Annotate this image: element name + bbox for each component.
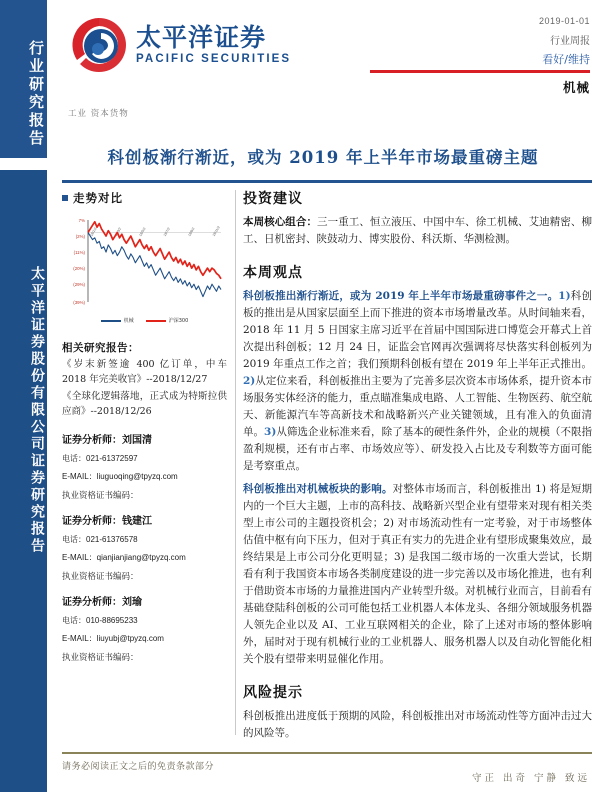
view-body-1c: 从筛选企业标准来看，除了基本的硬性条件外，企业的规模（不限指盈利规模，还有市占率、市场效应等）、研发投入占比及专利数等方面可能是考察重点。	[243, 426, 593, 472]
analyst-3-phone: 电话：010-88695233	[62, 615, 138, 625]
trend-comparison-chart	[62, 214, 225, 314]
paragraph-view-1	[243, 288, 592, 475]
svg-text:(20%): (20%)	[73, 266, 85, 272]
paragraph-investment-advice	[243, 214, 592, 248]
view-body-1a: 科创板的推出是从国家层面至上而下推进的资本市场增量改革。从时间轴来看，2018 年 11 月 5 日国家主席习近平在首届中国国际进口博览会开幕式上首次提出科创板；12 月 24 日，证监会官网再次强调将尽快落实科创板列为 2019 年重点工作之首；我们预期科创板有望在 2019 年上半年正式推出。	[243, 290, 592, 370]
svg-text:7%: 7%	[78, 218, 85, 223]
paragraph-risk: 科创板推出进度低于预期的风险，科创板推出对市场流动性等方面冲击过大的风险等。	[243, 710, 592, 739]
sidebar-label-company: 太平洋证券股份有限公司证券研究报告	[29, 265, 45, 555]
view-lead-2: 科创板推出对机械板块的影响。	[243, 483, 393, 495]
analyst-1-license: 执业资格证书编码：	[62, 490, 139, 501]
heading-risk: 风险提示	[243, 685, 303, 701]
logo-text-cn: 太平洋证券	[136, 22, 267, 52]
analyst-2-license: 执业资格证书编码：	[62, 571, 139, 582]
view-marker-1: 1)	[558, 290, 571, 302]
svg-text:(29%): (29%)	[73, 282, 85, 288]
left-sidebar	[0, 0, 47, 792]
chart-section-header	[62, 190, 227, 206]
view-body-1b: 从定位来看，科创板推出主要为了完善多层次资本市场体系，提升资本市场服务实体经济的能力，重点瞄准集成电路、人工智能、生物医药、航空航天、新能源汽车等高新技术和战略新兴产业关键领域，且有准入的负面清单。	[243, 375, 592, 438]
view-body-2: 对整体市场而言，科创板推出 1) 将是短期内的一个巨大主题，上市的高科技、战略新兴型企业有望带来对现有相关类型上市公司的主题投资机会；2) 对市场流动性有一定考验，对于市场整体估值中枢有向下压力，但对于真正有实力的先进企业有望形成聚集效应，最终结果是上市公司分化更明显；3) 是我国二级市场的一次重大尝试，长期看有利于我国资本市场各类制度建设的进一步完善以及市场化推进，也有利于借助资本市场的力量推进国内产业转型升级。对机械行业而言，目前看有基础登陆科创板的公司可能包括工业机器人本体龙头、各细分领域服务机器人领先企业以及 AI、工业互联网相关的企业，除了上述对市场的整体影响外，届时对于现有机械行业的工业机器人、服务机器人以及自动化智能化相关个股有望带来明显催化作用。	[243, 483, 593, 665]
report-type: 行业周报	[550, 36, 590, 47]
view-marker-2: 2)	[243, 375, 256, 387]
logo-text-en: PACIFIC SECURITIES	[136, 53, 292, 66]
analyst-1-phone: 电话：021-61372597	[62, 453, 138, 463]
svg-text:18/11/2: 18/11/2	[211, 225, 221, 237]
bullet-square-icon	[62, 195, 68, 201]
subsector-label: 工业 资本货物	[68, 109, 129, 119]
left-column	[62, 190, 227, 663]
company-logo	[68, 14, 291, 76]
footer-disclaimer: 请务必阅读正文之后的免责条款部分	[62, 762, 215, 772]
right-column	[243, 188, 592, 742]
analyst-2-name: 证券分析师：钱建江	[62, 515, 152, 527]
svg-text:18/7/2: 18/7/2	[162, 226, 172, 237]
analyst-3-email[interactable]: E-MAIL：liuyubj@tpyzq.com	[62, 633, 164, 643]
header-red-rule	[370, 70, 590, 73]
legend-label-0: 机械	[123, 318, 134, 324]
legend-label-1: 沪深300	[168, 318, 189, 324]
sidebar-label-report-type: 行业研究报告	[27, 40, 45, 148]
core-portfolio-body: 三一重工、恒立液压、中国中车、徐工机械、艾迪精密、柳工、日机密封、陕鼓动力、博实股份、科沃斯、华测检测。	[243, 216, 592, 245]
legend-item-0	[101, 317, 134, 324]
rating-badge: 看好/维持	[542, 53, 590, 66]
footer-divider	[62, 752, 592, 754]
analyst-3-name: 证券分析师：刘瑜	[62, 596, 142, 608]
title-divider	[62, 180, 592, 183]
view-lead-1: 科创板推出渐行渐近，或为 2019 年上半年市场最重磅事件之一。	[243, 290, 559, 302]
related-report-2[interactable]: 《全球化逻辑落地，正式成为特斯拉供应商》--2018/12/26	[62, 391, 227, 418]
related-reports-header: 相关研究报告：	[62, 342, 139, 354]
report-date: 2019-01-01	[538, 16, 590, 26]
legend-item-1	[146, 317, 189, 324]
svg-text:(11%): (11%)	[73, 250, 85, 256]
pacific-securities-logo-icon	[68, 14, 130, 76]
analyst-2-phone: 电话：021-61376578	[62, 534, 138, 544]
legend-swatch-1	[146, 320, 166, 322]
svg-text:18/5/2: 18/5/2	[138, 226, 147, 237]
chart-section-title: 走势对比	[73, 191, 123, 205]
column-divider	[235, 190, 236, 735]
page-title: 科创板渐行渐近，或为 2019 年上半年市场最重磅主题	[107, 148, 539, 167]
paragraph-view-2	[243, 481, 592, 668]
view-marker-3: 3)	[264, 426, 277, 438]
analyst-1-name: 证券分析师：刘国清	[62, 434, 152, 446]
svg-text:18/3/2: 18/3/2	[113, 226, 123, 237]
header-meta	[370, 16, 590, 96]
related-report-1[interactable]: 《岁末新签逾 400 亿订单，中车 2018 年完美收官》--2018/12/27	[62, 359, 227, 385]
chart-legend	[62, 317, 227, 324]
analyst-2-email[interactable]: E-MAIL：qianjianjiang@tpyzq.com	[62, 552, 186, 562]
core-portfolio-lead: 本周核心组合：	[243, 216, 318, 228]
footer-motto: 守正 出奇 宁静 致远	[471, 773, 590, 784]
analyst-3-license: 执业资格证书编码：	[62, 652, 139, 663]
heading-investment-advice: 投资建议	[243, 191, 303, 207]
heading-weekly-view: 本周观点	[243, 265, 303, 281]
svg-text:(2%): (2%)	[75, 234, 85, 240]
svg-text:(39%): (39%)	[73, 300, 85, 305]
svg-text:18/1/2: 18/1/2	[89, 226, 98, 237]
industry-label: 机械	[562, 79, 590, 95]
svg-text:18/9/2: 18/9/2	[187, 226, 196, 237]
analyst-1-email[interactable]: E-MAIL：liuguoqing@tpyzq.com	[62, 471, 178, 481]
legend-swatch-0	[101, 320, 121, 322]
